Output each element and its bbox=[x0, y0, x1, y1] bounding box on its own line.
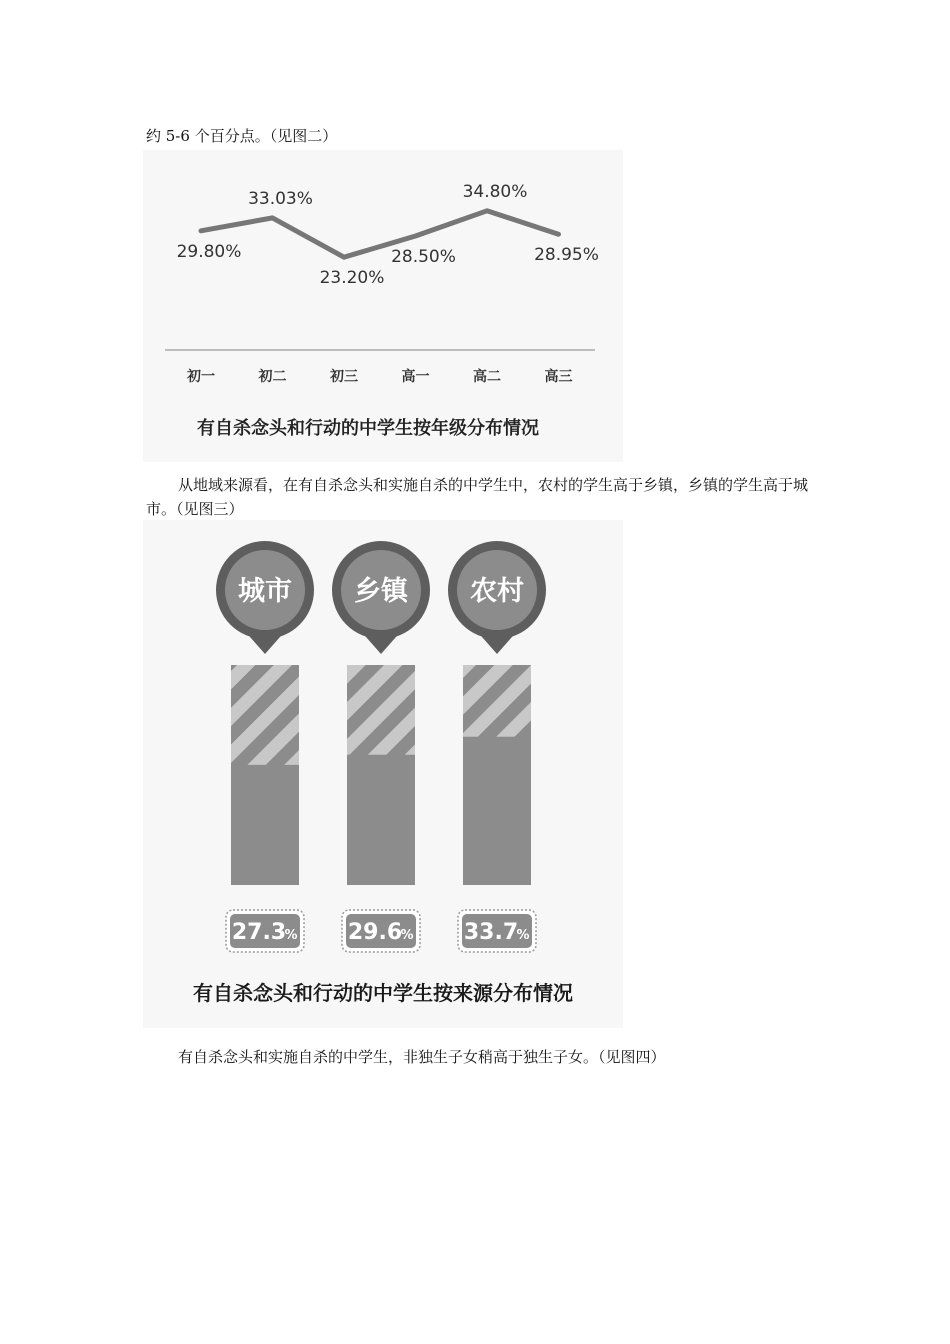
x-tick-label: 初二 bbox=[258, 369, 287, 385]
x-tick-label: 高三 bbox=[544, 369, 573, 385]
data-label: 29.80% bbox=[176, 241, 242, 262]
data-unit: % bbox=[284, 928, 298, 943]
source-bar-chart-figure bbox=[143, 520, 623, 1028]
data-label: 29.6 bbox=[347, 920, 403, 945]
data-label: 28.95% bbox=[534, 245, 599, 266]
bar bbox=[463, 737, 531, 885]
grade-line-chart-figure bbox=[143, 150, 623, 462]
data-label: 34.80% bbox=[462, 181, 528, 202]
chart-title: 有自杀念头和行动的中学生按年级分布情况 bbox=[197, 418, 539, 439]
category-label: 乡镇 bbox=[354, 576, 408, 607]
category-label: 城市 bbox=[238, 576, 292, 607]
chart-title: 有自杀念头和行动的中学生按来源分布情况 bbox=[193, 981, 573, 1005]
data-label: 28.50% bbox=[391, 247, 456, 267]
bar bbox=[231, 765, 299, 885]
data-label: 33.7 bbox=[463, 920, 519, 945]
paragraph-1: 约 5-6 个百分点。（见图二） bbox=[146, 127, 338, 145]
series-line bbox=[201, 211, 559, 257]
source-bar-chart bbox=[143, 520, 623, 1028]
x-tick-label: 高一 bbox=[401, 369, 430, 385]
data-label: 33.03% bbox=[248, 188, 313, 209]
paragraph-2: 从地域来源看，在有自杀念头和实施自杀的中学生中，农村的学生高于乡镇，乡镇的学生高于城市。（见图三） bbox=[146, 476, 809, 518]
x-tick-label: 高二 bbox=[473, 369, 501, 385]
data-unit: % bbox=[516, 928, 530, 943]
category-label: 农村 bbox=[470, 576, 524, 607]
x-tick-label: 初三 bbox=[330, 369, 358, 385]
data-unit: % bbox=[400, 928, 414, 943]
paragraph-3: 有自杀念头和实施自杀的中学生，非独生子女稍高于独生子女。（见图四） bbox=[178, 1048, 666, 1066]
data-label: 23.20% bbox=[319, 268, 385, 289]
grade-line-chart bbox=[143, 150, 623, 462]
bar bbox=[347, 755, 415, 885]
data-label: 27.3 bbox=[231, 920, 287, 945]
x-tick-label: 初一 bbox=[187, 369, 215, 385]
